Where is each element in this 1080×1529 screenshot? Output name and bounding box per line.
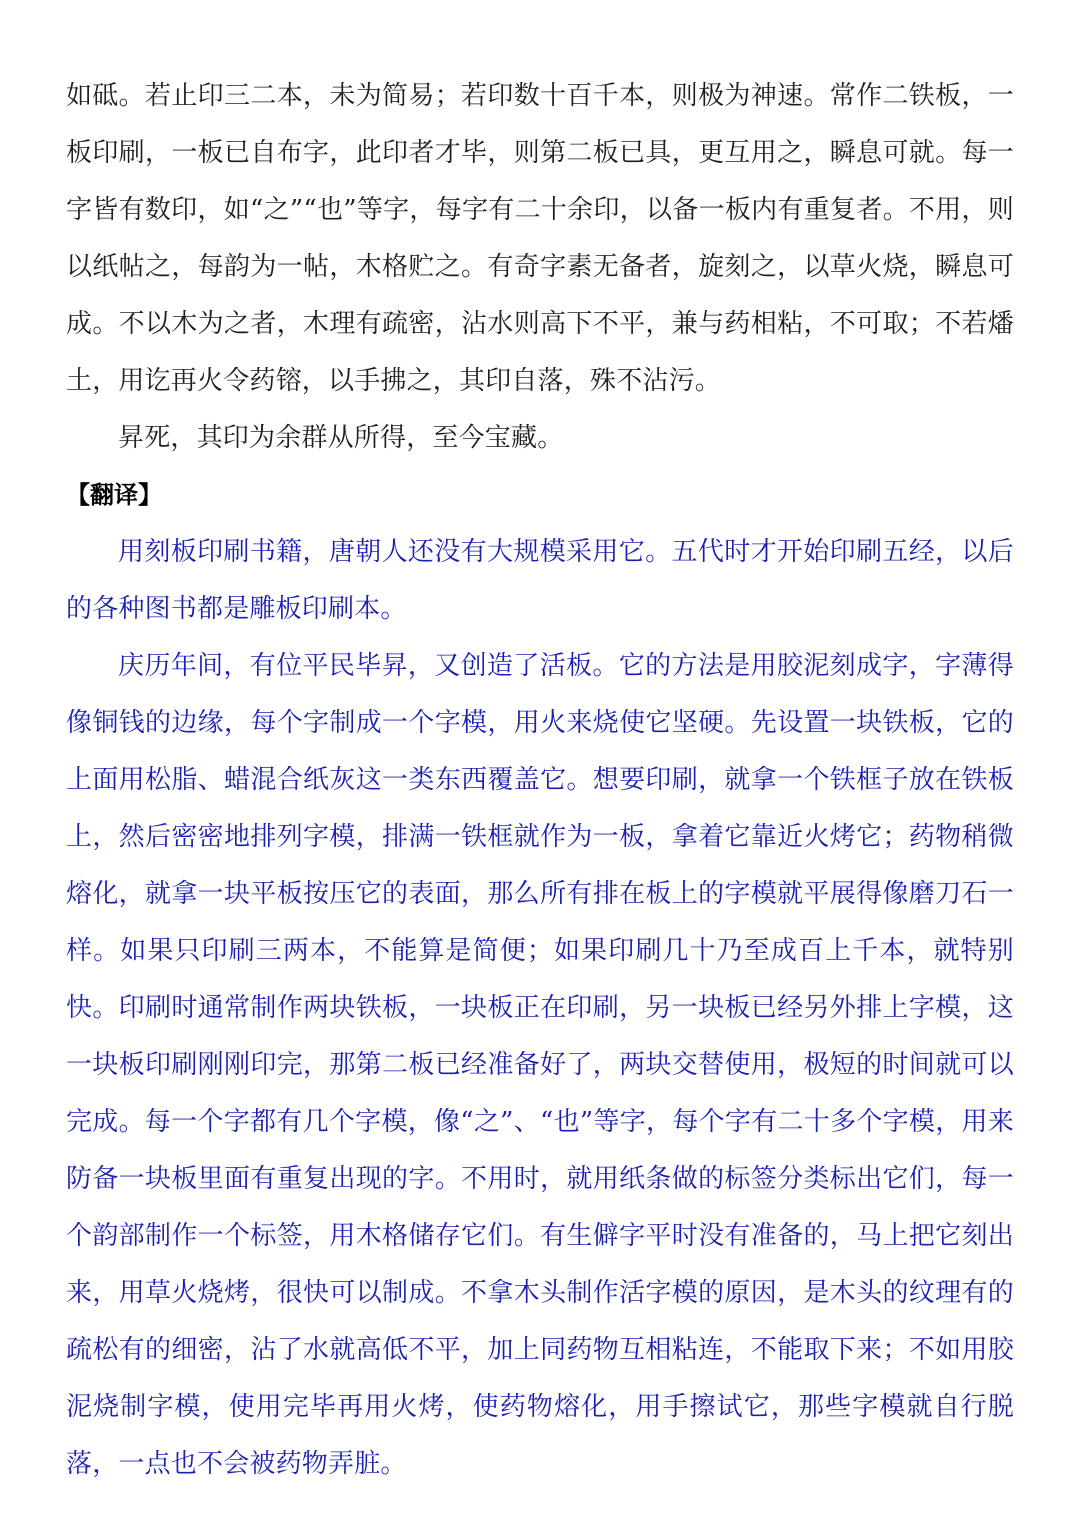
document-page bbox=[66, 68, 1014, 1493]
translation-paragraph-2: 庆历年间，有位平民毕昇，又创造了活板。它的方法是用胶泥刻成字，字薄得像铜钱的边缘，每个字制成一个字模，用火来烧使它坚硬。先设置一块铁板，它的上面用松脂、蜡混合纸灰这一类东西覆盖它。想要印刷，就拿一个铁框子放在铁板上，然后密密地排列字模，排满一铁框就作为一板，拿着它靠近火烤它；药物稍微熔化，就拿一块平板按压它的表面，那么所有排在板上的字模就平展得像磨刀石一样。如果只印刷三两本，不能算是简便；如果印刷几十乃至成百上千本，就特别快。印刷时通常制作两块铁板，一块板正在印刷，另一块板已经另外排上字模，这一块板印刷刚刚印完，那第二板已经准备好了，两块交替使用，极短的时间就可以完成。每一个字都有几个字模，像“之”、“也”等字，每个字有二十多个字模，用来防备一块板里面有重复出现的字。不用时，就用纸条做的标签分类标出它们，每一个韵部制作一个标签，用木格储存它们。有生僻字平时没有准备的，马上把它刻出来，用草火烧烤，很快可以制成。不拿木头制作活字模的原因，是木头的纹理有的疏松有的细密，沾了水就高低不平，加上同药物互相粘连，不能取下来；不如用胶泥烧制字模，使用完毕再用火烤，使药物熔化，用手擦试它，那些字模就自行脱落，一点也不会被药物弄脏。 bbox=[66, 651, 1014, 1479]
original-text-paragraph-final: 昇死，其印为余群从所得，至今宝藏。 bbox=[118, 423, 564, 453]
original-text-paragraph-continued: 如砥。若止印三二本，未为简易；若印数十百千本，则极为神速。常作二铁板，一板印刷，一板已自布字，此印者才毕，则第二板已具，更互用之，瞬息可就。每一字皆有数印，如“之”“也”等字，每字有二十余印，以备一板内有重复者。不用，则以纸帖之，每韵为一帖，木格贮之。有奇字素无备者，旋刻之，以草火烧，瞬息可成。不以木为之者，木理有疏密，沾水则高下不平，兼与药相粘，不可取；不若燔土，用讫再火令药镕，以手拂之，其印自落，殊不沾污。 bbox=[66, 81, 1014, 396]
translation-paragraph-1: 用刻板印刷书籍，唐朝人还没有大规模采用它。五代时才开始印刷五经，以后的各种图书都是雕板印刷本。 bbox=[66, 537, 1014, 624]
translation-heading: 【翻译】 bbox=[66, 481, 162, 509]
